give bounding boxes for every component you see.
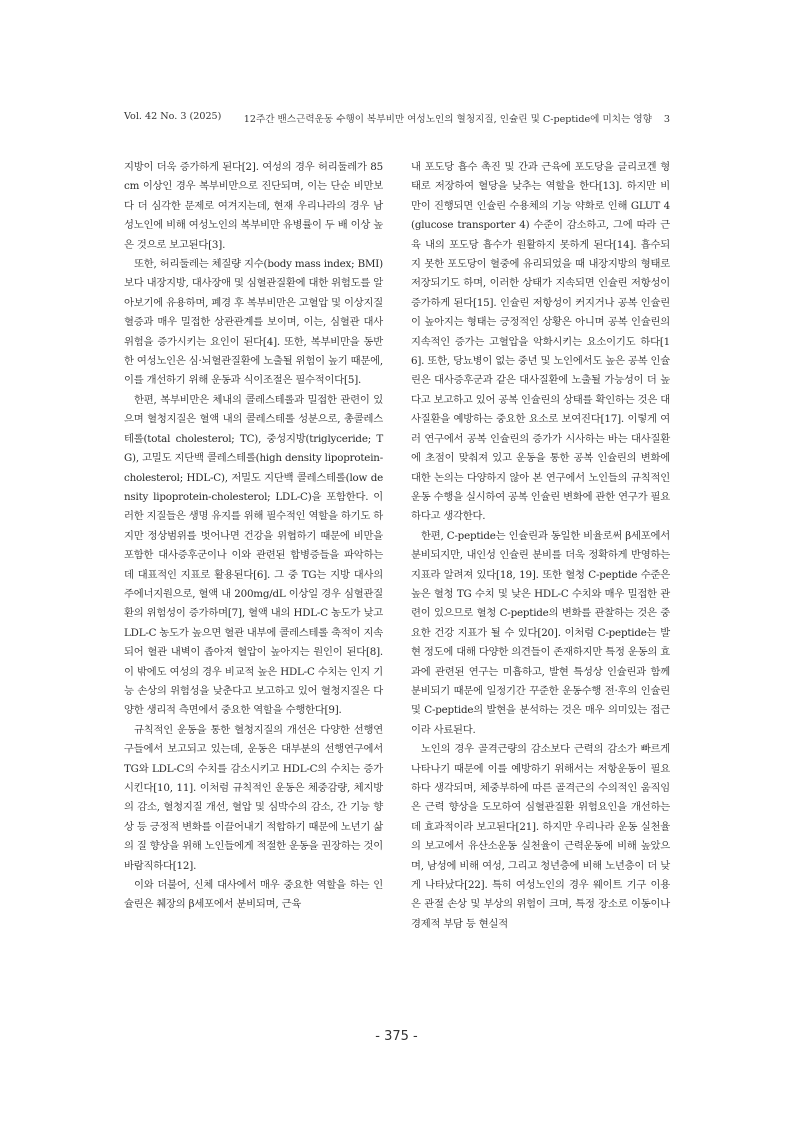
page-number-footer: - 375 - (375, 1029, 418, 1044)
journal-volume: Vol. 42 No. 3 (2025) (124, 111, 222, 122)
paragraph: 내 포도당 흡수 촉진 및 간과 근육에 포도당을 글리코겐 형태로 저장하여 혈당을 낮추는 역할을 한다[13]. 하지만 비만이 진행되면 인슐린 수용체의 기능 약화로 인해 GLUT 4(glucose transporter 4) 수준이 감소하고, 그에 따라 근육 내의 포도당 흡수가 원활하지 못하게 된다[14]. 흡수되지 못한 포도당이 혈중에 유리되었을 때 내장지방의 형태로 저장되기도 하며, 이러한 상태가 지속되면 인슐린 저항성이 증가하게 된다[15]. 인슐린 저항성이 커지거나 공복 인슐린이 높아지는 형태는 긍정적인 상황은 아니며 공복 인슐린의 지속적인 증가는 고혈압을 악화시키는 요소이기도 하다[16]. 또한, 당뇨병이 없는 중년 및 노인에서도 높은 공복 인슐린은 대사증후군과 같은 대사질환에 노출될 가능성이 더 높다고 보고하고 있어 공복 인슐린의 상태를 확인하는 것은 대사질환을 예방하는 중요한 요소로 보여진다[17]. 이렇게 여러 연구에서 공복 인슐린의 증가가 시사하는 바는 대사질환에 초점이 맞춰져 있고 운동을 통한 공복 인슐린의 변화에 대한 논의는 다양하지 않아 본 연구에서 노인들의 규칙적인 운동 수행을 실시하여 공복 인슐린 변화에 관한 연구가 필요하다고 생각한다. (411, 161, 670, 523)
header-page-number: 3 (663, 114, 670, 125)
right-column (411, 158, 670, 934)
paragraph: 지방이 더욱 증가하게 된다[2]. 여성의 경우 허리둘레가 85 cm 이상인 경우 복부비만으로 진단되며, 이는 단순 비만보다 더 심각한 문제로 여겨지는데, 현재 우리나라의 경우 남성노인에 비해 여성노인의 복부비만 유병률이 두 배 이상 높은 것으로 보고된다[3]. (124, 161, 383, 251)
paragraph: 한편, C-peptide는 인슐린과 동일한 비율로써 β세포에서 분비되지만, 내인성 인슐린 분비를 더욱 정확하게 반영하는 지표라 알려져 있다[18, 19]. 또한 혈청 C-peptide 수준은 높은 혈청 TG 수치 및 낮은 HDL-C 수치와 매우 밀접한 관련이 있으므로 혈청 C-peptide의 변화를 관찰하는 것은 중요한 건강 지표가 될 수 있다[20]. 이처럼 C-peptide는 발현 정도에 대해 다양한 의견들이 존재하지만 특정 운동의 효과에 관련된 연구는 미흡하고, 발현 특성상 인슐린과 함께 분비되기 때문에 일정기간 꾸준한 운동수행 전·후의 인슐린 및 C-peptide의 발현을 분석하는 것은 매우 의미있는 접근이라 사료된다. (411, 529, 670, 736)
paragraph: 이와 더불어, 신체 대사에서 매우 중요한 역할을 하는 인슐린은 췌장의 β세포에서 분비되며, 근육 (124, 879, 383, 911)
paragraph: 또한, 허리둘레는 체질량 지수(body mass index; BMI)보다 내장지방, 대사장애 및 심혈관질환에 대한 위험도를 알아보기에 유용하며, 폐경 후 복부비만은 고혈압 및 이상지질혈증과 매우 밀접한 상관관계를 보이며, 이는, 심혈관 대사 위험을 증가시키는 요인이 된다[4]. 또한, 복부비만을 동반한 여성노인은 심·뇌혈관질환에 노출될 위험이 높기 때문에, 이를 개선하기 위해 운동과 식이조절은 필수적이다[5]. (124, 258, 383, 387)
running-header (124, 111, 670, 127)
running-title-group (244, 111, 670, 125)
paragraph: 규칙적인 운동을 통한 혈청지질의 개선은 다양한 선행연구들에서 보고되고 있는데, 운동은 대부분의 선행연구에서 TG와 LDL-C의 수치를 감소시키고 HDL-C의 수치는 증가시킨다[10, 11]. 이처럼 규칙적인 운동은 체중감량, 체지방의 감소, 혈청지질 개선, 혈압 및 심박수의 감소, 간 기능 향상 등 긍정적 변화를 이끌어내기 적합하기 때문에 노년기 삶의 질 향상을 위해 노인들에게 적절한 운동을 권장하는 것이 바람직하다[12]. (124, 723, 383, 872)
paragraph: 한편, 복부비만은 체내의 콜레스테롤과 밀접한 관련이 있으며 혈청지질은 혈액 내의 콜레스테롤 성분으로, 총콜레스테롤(total cholesterol; TC), 중성지방(triglyceride; TG), 고밀도 지단백 콜레스테롤(high density lipoprotein-cholesterol; HDL-C), 저밀도 지단백 콜레스테롤(low density lipoprotein-cholesterol; LDL-C)을 포함한다. 이러한 지질들은 생명 유지를 위해 필수적인 역할을 하기도 하지만 정상범위를 벗어나면 건강을 위협하기 때문에 비만을 포함한 대사증후군이나 이와 관련된 합병증들을 파악하는데 대표적인 지표로 활용된다[6]. 그 중 TG는 지방 대사의 주에너지원으로, 혈액 내 200mg/dL 이상일 경우 심혈관질환의 위험성이 증가하며[7], 혈액 내의 HDL-C 농도가 낮고 LDL-C 농도가 높으면 혈관 내부에 콜레스테롤 축적이 지속되어 혈관 내벽이 좁아져 혈압이 높아지는 원인이 된다[8]. 이 밖에도 여성의 경우 비교적 높은 HDL-C 수치는 인지 기능 손상의 위험성을 낮춘다고 보고하고 있어 혈청지질은 다양한 생리적 측면에서 중요한 역할을 수행한다[9]. (124, 393, 383, 717)
running-article-title: 12주간 밴스근력운동 수행이 복부비만 여성노인의 혈청지질, 인슐린 및 C-peptide에 미치는 영향 (243, 114, 652, 125)
paragraph: 노인의 경우 골격근량의 감소보다 근력의 감소가 빠르게 나타나기 때문에 이를 예방하기 위해서는 저항운동이 필요하다 생각되며, 체중부하에 따른 골격근의 수의적인 움직임은 근력 향상을 도모하여 심혈관질환 위험요인을 개선하는데 효과적이라 보고된다[21]. 하지만 우리나라 운동 실천율의 보고에서 유산소운동 실천율이 근력운동에 비해 높았으며, 남성에 비해 여성, 그리고 청년층에 비해 노년층이 더 낮게 나타났다[22]. 특히 여성노인의 경우 웨이트 기구 이용은 관절 손상 및 부상의 위험이 크며, 특정 장소로 이동이나 경제적 부담 등 현실적 (411, 743, 670, 930)
left-column (124, 158, 383, 915)
